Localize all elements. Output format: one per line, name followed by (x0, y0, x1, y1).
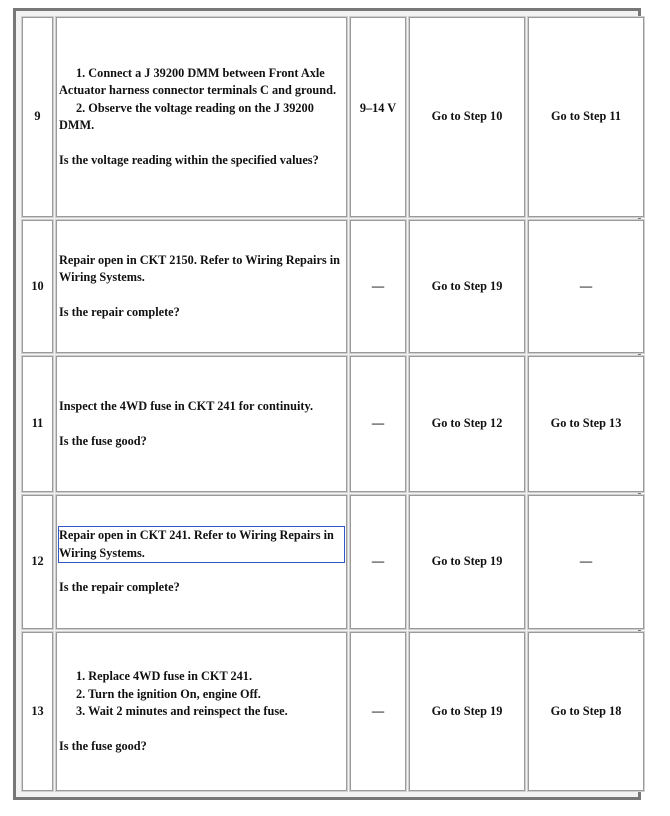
step-action (56, 220, 347, 353)
table-row (22, 495, 644, 629)
table-row (22, 220, 644, 353)
step-action (56, 632, 347, 791)
step-number: 10 (22, 220, 53, 353)
yes-action: Go to Step 12 (409, 356, 525, 492)
no-action: Go to Step 11 (528, 17, 644, 217)
step-question: Is the fuse good? (59, 433, 147, 448)
instruction-item: 2. Observe the voltage reading on the J 39200 DMM. (59, 100, 314, 133)
step-question: Is the voltage reading within the specified values? (59, 152, 319, 167)
no-action: — (528, 495, 644, 629)
selected-instruction[interactable]: Repair open in CKT 241. Refer to Wiring Repairs in Wiring Systems. (59, 527, 344, 562)
step-action (56, 17, 347, 217)
step-question: Is the repair complete? (59, 304, 180, 319)
yes-action: Go to Step 19 (409, 220, 525, 353)
diagnostic-table-frame (13, 8, 641, 800)
step-action (56, 495, 347, 629)
instruction-item: Repair open in CKT 2150. Refer to Wiring Repairs in Wiring Systems. (59, 252, 341, 285)
table-row (22, 356, 644, 492)
step-value: — (350, 495, 406, 629)
instruction-item: 1. Replace 4WD fuse in CKT 241. (76, 669, 253, 683)
instruction-item: 2. Turn the ignition On, engine Off. (76, 686, 261, 701)
step-value (350, 17, 406, 217)
no-action: — (528, 220, 644, 353)
instruction-item: 3. Wait 2 minutes and reinspect the fuse. (76, 704, 288, 718)
yes-action: Go to Step 10 (409, 17, 525, 217)
no-action: Go to Step 18 (528, 632, 644, 791)
diagnostic-table (19, 14, 647, 794)
step-number: 12 (22, 495, 53, 629)
instruction-list (59, 668, 344, 721)
step-action (56, 356, 347, 492)
step-number: 9 (22, 17, 53, 217)
value-text: 9–14 V (359, 101, 397, 116)
step-number: 13 (22, 632, 53, 791)
instruction-list (59, 65, 344, 135)
no-action: Go to Step 13 (528, 356, 644, 492)
yes-action: Go to Step 19 (409, 632, 525, 791)
instruction-item: Inspect the 4WD fuse in CKT 241 for continuity. (59, 399, 314, 413)
step-question: Is the fuse good? (59, 738, 147, 753)
instruction-item: 1. Connect a J 39200 DMM between Front Axle Actuator harness connector terminals C and ground. (59, 65, 337, 98)
step-question: Is the repair complete? (59, 580, 180, 595)
step-value: — (350, 220, 406, 353)
step-value: — (350, 632, 406, 791)
step-number: 11 (22, 356, 53, 492)
step-value: — (350, 356, 406, 492)
yes-action: Go to Step 19 (409, 495, 525, 629)
table-row (22, 17, 644, 217)
table-row (22, 632, 644, 791)
